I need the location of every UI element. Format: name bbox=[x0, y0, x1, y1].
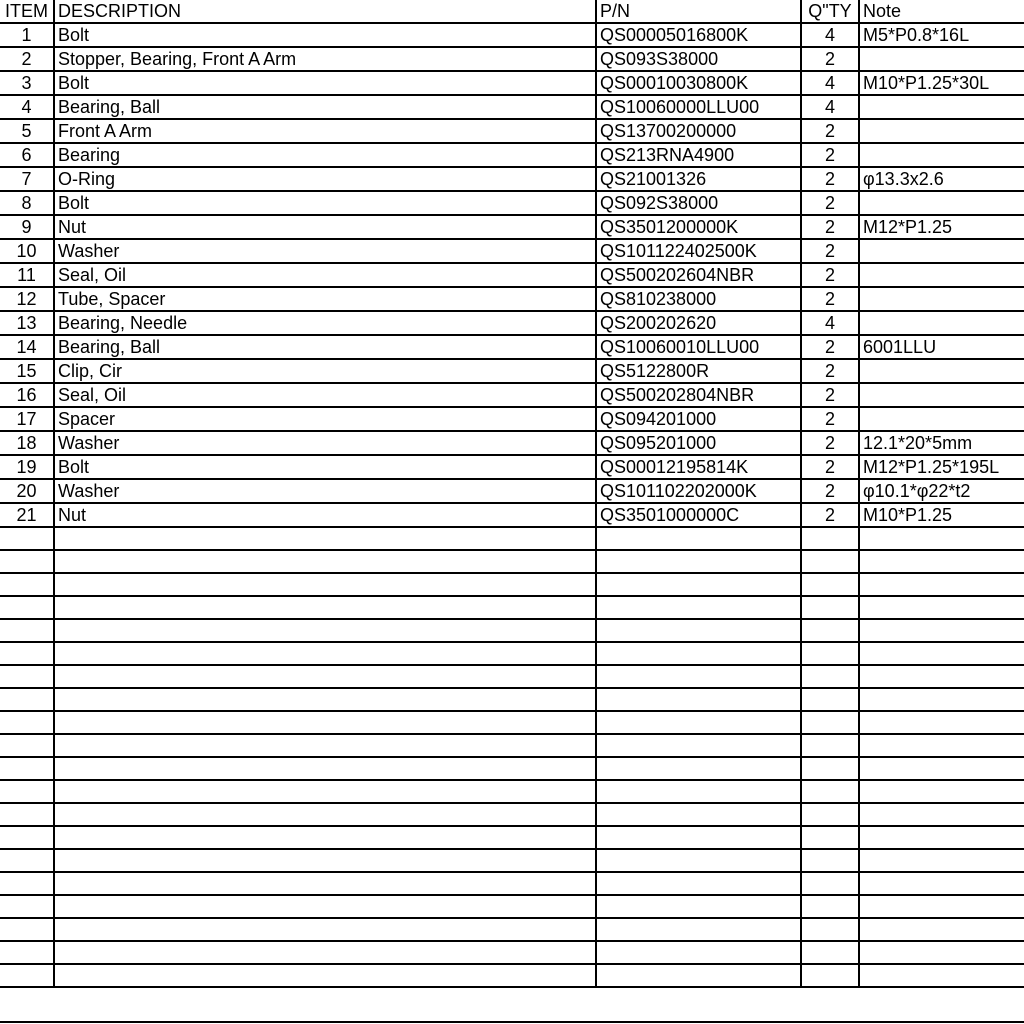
cell-item bbox=[0, 642, 54, 665]
cell-pn: QS213RNA4900 bbox=[596, 143, 801, 167]
cell-item bbox=[0, 527, 54, 550]
cell-qty: 2 bbox=[801, 431, 859, 455]
cell-note: M5*P0.8*16L bbox=[859, 23, 1024, 47]
cell-note: M12*P1.25 bbox=[859, 215, 1024, 239]
cell-qty bbox=[801, 734, 859, 757]
cell-qty bbox=[801, 849, 859, 872]
table-row bbox=[0, 550, 1024, 573]
table-row bbox=[0, 95, 1024, 119]
cell-qty bbox=[801, 619, 859, 642]
header-item: ITEM bbox=[0, 0, 54, 23]
table-body bbox=[0, 23, 1024, 987]
cell-item: 13 bbox=[0, 311, 54, 335]
cell-pn: QS095201000 bbox=[596, 431, 801, 455]
cell-item bbox=[0, 596, 54, 619]
cell-note bbox=[859, 527, 1024, 550]
table-row bbox=[0, 803, 1024, 826]
cell-note bbox=[859, 826, 1024, 849]
table-row bbox=[0, 780, 1024, 803]
cell-pn: QS10060010LLU00 bbox=[596, 335, 801, 359]
cell-pn: QS5122800R bbox=[596, 359, 801, 383]
cell-item: 16 bbox=[0, 383, 54, 407]
header-pn: P/N bbox=[596, 0, 801, 23]
cell-note bbox=[859, 239, 1024, 263]
cell-note bbox=[859, 895, 1024, 918]
cell-note bbox=[859, 311, 1024, 335]
cell-note: φ10.1*φ22*t2 bbox=[859, 479, 1024, 503]
cell-description bbox=[54, 780, 596, 803]
table-row bbox=[0, 239, 1024, 263]
cell-note bbox=[859, 263, 1024, 287]
cell-item: 5 bbox=[0, 119, 54, 143]
cell-description: Front A Arm bbox=[54, 119, 596, 143]
header-row bbox=[0, 0, 1024, 23]
cell-description bbox=[54, 642, 596, 665]
cell-note bbox=[859, 964, 1024, 987]
cell-pn: QS101122402500K bbox=[596, 239, 801, 263]
cell-pn bbox=[596, 734, 801, 757]
cell-note bbox=[859, 688, 1024, 711]
cell-item bbox=[0, 964, 54, 987]
cell-qty bbox=[801, 757, 859, 780]
cell-qty: 2 bbox=[801, 455, 859, 479]
table-row bbox=[0, 479, 1024, 503]
cell-qty: 2 bbox=[801, 47, 859, 71]
cell-note bbox=[859, 47, 1024, 71]
table-row bbox=[0, 895, 1024, 918]
cell-item: 12 bbox=[0, 287, 54, 311]
cell-description bbox=[54, 895, 596, 918]
cell-item bbox=[0, 711, 54, 734]
cell-note bbox=[859, 849, 1024, 872]
cell-description: Bearing, Ball bbox=[54, 95, 596, 119]
cell-note: M10*P1.25*30L bbox=[859, 71, 1024, 95]
table-row bbox=[0, 263, 1024, 287]
cell-pn bbox=[596, 550, 801, 573]
cell-item bbox=[0, 780, 54, 803]
cell-pn bbox=[596, 527, 801, 550]
cell-note bbox=[859, 359, 1024, 383]
table-row bbox=[0, 23, 1024, 47]
cell-item: 1 bbox=[0, 23, 54, 47]
cell-description bbox=[54, 872, 596, 895]
table-row bbox=[0, 734, 1024, 757]
cell-description bbox=[54, 619, 596, 642]
table-row bbox=[0, 71, 1024, 95]
cell-pn: QS10060000LLU00 bbox=[596, 95, 801, 119]
cell-description: Nut bbox=[54, 215, 596, 239]
cell-qty bbox=[801, 803, 859, 826]
cell-qty: 2 bbox=[801, 191, 859, 215]
cell-description: Nut bbox=[54, 503, 596, 527]
cell-qty bbox=[801, 964, 859, 987]
cell-item bbox=[0, 895, 54, 918]
cell-note bbox=[859, 287, 1024, 311]
cell-note bbox=[859, 918, 1024, 941]
cell-description bbox=[54, 803, 596, 826]
cell-item: 6 bbox=[0, 143, 54, 167]
cell-description bbox=[54, 918, 596, 941]
cell-pn: QS13700200000 bbox=[596, 119, 801, 143]
table-row bbox=[0, 872, 1024, 895]
cell-qty bbox=[801, 918, 859, 941]
header-note: Note bbox=[859, 0, 1024, 23]
cell-item: 18 bbox=[0, 431, 54, 455]
cell-pn bbox=[596, 849, 801, 872]
cell-note bbox=[859, 550, 1024, 573]
cell-note bbox=[859, 407, 1024, 431]
cell-qty: 2 bbox=[801, 503, 859, 527]
cell-item: 4 bbox=[0, 95, 54, 119]
cell-description bbox=[54, 734, 596, 757]
table-row bbox=[0, 941, 1024, 964]
cell-qty bbox=[801, 826, 859, 849]
cell-description: Spacer bbox=[54, 407, 596, 431]
cell-note: 6001LLU bbox=[859, 335, 1024, 359]
cell-description: Washer bbox=[54, 431, 596, 455]
cell-pn bbox=[596, 642, 801, 665]
table-row bbox=[0, 335, 1024, 359]
table-row bbox=[0, 407, 1024, 431]
cell-description: Bolt bbox=[54, 455, 596, 479]
cell-pn bbox=[596, 941, 801, 964]
cell-item bbox=[0, 665, 54, 688]
table-row bbox=[0, 665, 1024, 688]
table-row bbox=[0, 191, 1024, 215]
cell-pn bbox=[596, 573, 801, 596]
header-qty: Q"TY bbox=[801, 0, 859, 23]
cell-note: M12*P1.25*195L bbox=[859, 455, 1024, 479]
cell-description: Bolt bbox=[54, 23, 596, 47]
cell-qty: 2 bbox=[801, 479, 859, 503]
cell-description: Washer bbox=[54, 479, 596, 503]
cell-pn bbox=[596, 757, 801, 780]
cell-description bbox=[54, 711, 596, 734]
cell-pn bbox=[596, 872, 801, 895]
cell-item: 2 bbox=[0, 47, 54, 71]
cell-item: 10 bbox=[0, 239, 54, 263]
cell-note bbox=[859, 941, 1024, 964]
cell-pn: QS500202604NBR bbox=[596, 263, 801, 287]
table-row bbox=[0, 359, 1024, 383]
cell-qty: 2 bbox=[801, 143, 859, 167]
table-row bbox=[0, 503, 1024, 527]
cell-description: Clip, Cir bbox=[54, 359, 596, 383]
cell-description bbox=[54, 596, 596, 619]
table-row bbox=[0, 849, 1024, 872]
cell-item: 14 bbox=[0, 335, 54, 359]
table-row bbox=[0, 143, 1024, 167]
cell-note bbox=[859, 803, 1024, 826]
cell-item bbox=[0, 688, 54, 711]
header-description: DESCRIPTION bbox=[54, 0, 596, 23]
cell-description bbox=[54, 665, 596, 688]
cell-description: Seal, Oil bbox=[54, 263, 596, 287]
cell-item: 9 bbox=[0, 215, 54, 239]
cell-description bbox=[54, 941, 596, 964]
cell-description bbox=[54, 688, 596, 711]
cell-description bbox=[54, 826, 596, 849]
cell-pn: QS101102202000K bbox=[596, 479, 801, 503]
cell-description: Bearing, Ball bbox=[54, 335, 596, 359]
table-row bbox=[0, 573, 1024, 596]
cell-note bbox=[859, 872, 1024, 895]
cell-item: 21 bbox=[0, 503, 54, 527]
table-row bbox=[0, 688, 1024, 711]
cell-qty bbox=[801, 688, 859, 711]
cell-note bbox=[859, 383, 1024, 407]
cell-note bbox=[859, 757, 1024, 780]
cell-pn: QS00005016800K bbox=[596, 23, 801, 47]
cell-item bbox=[0, 872, 54, 895]
cell-pn bbox=[596, 780, 801, 803]
table-row bbox=[0, 47, 1024, 71]
cell-qty: 2 bbox=[801, 335, 859, 359]
cell-qty: 4 bbox=[801, 311, 859, 335]
cell-qty: 2 bbox=[801, 359, 859, 383]
cell-item: 8 bbox=[0, 191, 54, 215]
cell-note: φ13.3x2.6 bbox=[859, 167, 1024, 191]
table-row bbox=[0, 431, 1024, 455]
cell-item: 15 bbox=[0, 359, 54, 383]
cell-qty bbox=[801, 872, 859, 895]
cell-pn bbox=[596, 711, 801, 734]
table-row bbox=[0, 596, 1024, 619]
cell-qty bbox=[801, 642, 859, 665]
cell-pn: QS810238000 bbox=[596, 287, 801, 311]
cell-pn: QS3501200000K bbox=[596, 215, 801, 239]
cell-description: O-Ring bbox=[54, 167, 596, 191]
cell-note bbox=[859, 95, 1024, 119]
table-row bbox=[0, 311, 1024, 335]
cell-item bbox=[0, 803, 54, 826]
cell-pn: QS500202804NBR bbox=[596, 383, 801, 407]
cell-description: Tube, Spacer bbox=[54, 287, 596, 311]
cell-qty: 2 bbox=[801, 383, 859, 407]
cell-description bbox=[54, 573, 596, 596]
table-row bbox=[0, 287, 1024, 311]
table-row bbox=[0, 918, 1024, 941]
cell-note bbox=[859, 665, 1024, 688]
cell-pn: QS21001326 bbox=[596, 167, 801, 191]
cell-note bbox=[859, 619, 1024, 642]
cell-item bbox=[0, 619, 54, 642]
cell-item: 11 bbox=[0, 263, 54, 287]
cell-qty bbox=[801, 550, 859, 573]
cell-note bbox=[859, 642, 1024, 665]
cell-note bbox=[859, 711, 1024, 734]
table-row bbox=[0, 383, 1024, 407]
table-row bbox=[0, 964, 1024, 987]
cell-description: Bearing bbox=[54, 143, 596, 167]
cell-qty bbox=[801, 711, 859, 734]
cell-note bbox=[859, 596, 1024, 619]
table-row bbox=[0, 119, 1024, 143]
cell-item: 7 bbox=[0, 167, 54, 191]
cell-item bbox=[0, 826, 54, 849]
cell-qty bbox=[801, 895, 859, 918]
cell-qty: 2 bbox=[801, 167, 859, 191]
cell-pn bbox=[596, 964, 801, 987]
table-row bbox=[0, 619, 1024, 642]
cell-note: 12.1*20*5mm bbox=[859, 431, 1024, 455]
cell-qty bbox=[801, 527, 859, 550]
cell-item bbox=[0, 573, 54, 596]
cell-item: 3 bbox=[0, 71, 54, 95]
table-row bbox=[0, 826, 1024, 849]
cell-qty bbox=[801, 780, 859, 803]
table-row bbox=[0, 167, 1024, 191]
cell-pn bbox=[596, 918, 801, 941]
cell-qty bbox=[801, 665, 859, 688]
cell-item bbox=[0, 941, 54, 964]
cell-item: 19 bbox=[0, 455, 54, 479]
cell-qty bbox=[801, 573, 859, 596]
cell-pn bbox=[596, 665, 801, 688]
cell-description: Stopper, Bearing, Front A Arm bbox=[54, 47, 596, 71]
cell-item bbox=[0, 757, 54, 780]
cell-item bbox=[0, 849, 54, 872]
cell-pn: QS092S38000 bbox=[596, 191, 801, 215]
cell-qty: 4 bbox=[801, 23, 859, 47]
cell-description: Seal, Oil bbox=[54, 383, 596, 407]
cell-note bbox=[859, 780, 1024, 803]
cell-pn: QS00012195814K bbox=[596, 455, 801, 479]
cell-description: Bolt bbox=[54, 191, 596, 215]
cell-pn bbox=[596, 803, 801, 826]
table-row bbox=[0, 455, 1024, 479]
table-row bbox=[0, 527, 1024, 550]
cell-qty: 2 bbox=[801, 407, 859, 431]
cell-item: 17 bbox=[0, 407, 54, 431]
table-row bbox=[0, 642, 1024, 665]
cell-pn bbox=[596, 895, 801, 918]
table-row bbox=[0, 711, 1024, 734]
cell-description bbox=[54, 849, 596, 872]
cell-note bbox=[859, 143, 1024, 167]
cell-pn: QS00010030800K bbox=[596, 71, 801, 95]
cell-qty: 4 bbox=[801, 95, 859, 119]
table-row bbox=[0, 215, 1024, 239]
cell-qty bbox=[801, 596, 859, 619]
cell-description: Bearing, Needle bbox=[54, 311, 596, 335]
cell-pn: QS093S38000 bbox=[596, 47, 801, 71]
cell-qty: 4 bbox=[801, 71, 859, 95]
cell-pn bbox=[596, 826, 801, 849]
cell-qty: 2 bbox=[801, 119, 859, 143]
cell-pn bbox=[596, 688, 801, 711]
cell-description bbox=[54, 757, 596, 780]
cell-pn: QS200202620 bbox=[596, 311, 801, 335]
cell-pn bbox=[596, 596, 801, 619]
cell-item bbox=[0, 918, 54, 941]
cell-note bbox=[859, 734, 1024, 757]
cell-item: 20 bbox=[0, 479, 54, 503]
cell-note bbox=[859, 191, 1024, 215]
cell-pn: QS094201000 bbox=[596, 407, 801, 431]
cell-description: Washer bbox=[54, 239, 596, 263]
cell-qty: 2 bbox=[801, 287, 859, 311]
cell-qty bbox=[801, 941, 859, 964]
cell-qty: 2 bbox=[801, 263, 859, 287]
bottom-rule bbox=[0, 1021, 1024, 1023]
cell-item bbox=[0, 734, 54, 757]
cell-item bbox=[0, 550, 54, 573]
cell-note bbox=[859, 119, 1024, 143]
cell-description: Bolt bbox=[54, 71, 596, 95]
cell-note: M10*P1.25 bbox=[859, 503, 1024, 527]
table-row bbox=[0, 757, 1024, 780]
cell-description bbox=[54, 527, 596, 550]
cell-qty: 2 bbox=[801, 239, 859, 263]
cell-description bbox=[54, 964, 596, 987]
cell-note bbox=[859, 573, 1024, 596]
cell-qty: 2 bbox=[801, 215, 859, 239]
cell-description bbox=[54, 550, 596, 573]
cell-pn bbox=[596, 619, 801, 642]
cell-pn: QS3501000000C bbox=[596, 503, 801, 527]
